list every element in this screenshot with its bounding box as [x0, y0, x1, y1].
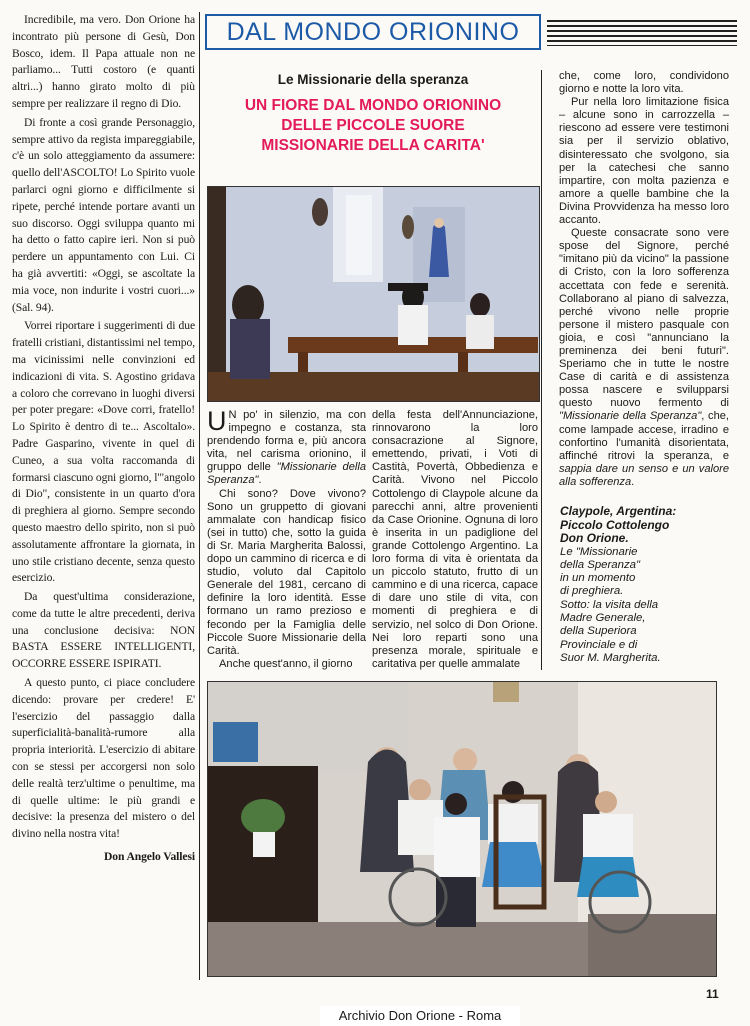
article-column-2 [372, 409, 538, 671]
left-column [12, 12, 195, 868]
left-paragraph: A questo punto, ci piace concludere dicendo: provare per credere! E' l'esercizio del passaggio dalla superficialità-banalità-rumore alla propria interiorità. L'esercizio di abitare con se stessi per accorgersi non solo delle realtà terz'ultime o penultime, ma di quelle ultime: le più grandi e decisive: la presenza del mistero o del divino nella nostra vita! [12, 676, 195, 841]
article-text: Queste consacrate sono vere spose del Signore, perché "imitano più da vicino" la passione di Cristo, con la loro sofferenza accettata con fede e serenità. Collaborano al piano di salvezza, perché vivono nelle proprie persone il mistero pasquale con gioia, e così "annunciano la preminenza dei beni futuri". Speriamo che in tutte le nostre Case di carità e di assistenza possa nascere e svilupparsi questo nuovo fermento di [559, 227, 729, 410]
article-column-3 [559, 70, 729, 489]
article-paragraph: Pur nella loro limitazione fisica – alcune sono in carrozzella – riescono ad essere vere testimoni sia per il servizio oblativo, disinteressato che svolgono, sia per la catechesi che sanno impartire, con molta pazienza e amore a quelle bambine che la Divina Provvidenza ha messo loro accanto. [559, 96, 729, 227]
caption-line: Sotto: la visita della [560, 598, 659, 611]
caption-line: Madre Generale, [560, 611, 646, 624]
photo-caption [560, 505, 735, 665]
caption-line: di preghiera. [560, 585, 624, 598]
page-number: 11 [706, 987, 719, 1001]
caption-title-line: Piccolo Cottolengo [560, 517, 670, 532]
left-paragraph: Di fronte a così grande Personaggio, sempre attivo da regista impareggiabile, c'è un solo atteggiamento da assumere: quello dell'ASCOLTO! Lo Spirito vuole parlarci ogni giorno e difficilmente si ripete, perché intende portare avanti un suo discorso. Oggi sviluppa quanto mi ha detto o fatto capire ieri. Non si può perdere un appuntamento con Lui. Ci ha già avvertiti: «Oggi, se ascoltate la mia voce, non indurite i vostri cuori...» (Sal. 94). [12, 115, 195, 314]
caption-line: Suor M. Margherita. [560, 651, 661, 664]
article-paragraph: Anche quest'anno, il giorno [219, 657, 353, 670]
caption-title-line: Claypole, Argentina: [560, 504, 677, 518]
article-text-italic: sappia dare un senso e un valore alla sofferenza [559, 462, 729, 488]
article-column-1 [207, 406, 366, 671]
article-text: . [258, 474, 262, 487]
headline-line: UN FIORE DAL MONDO ORIONINO [244, 97, 502, 114]
article-text: , che, come lampade accese, irradino e confortino l'umanità disorientata, affinché ritrovi la speranza, e [559, 410, 729, 462]
column-divider [199, 12, 200, 980]
caption-line: Provinciale e di [560, 638, 638, 651]
article-headline [208, 96, 538, 156]
article-paragraph: che, come loro, condividono giorno e notte la loro vita. [559, 70, 729, 96]
group-visit-photo [207, 681, 717, 977]
article-text: . [631, 475, 635, 488]
article-text: N po' in silenzio, ma con impegno e costanza, sta prendendo forma e, più ancora vita, nel carisma orionino, il gruppo delle [207, 409, 366, 474]
caption-title-line: Don Orione. [560, 531, 629, 545]
headline-line: MISSIONARIE DELLA CARITA' [261, 137, 485, 154]
caption-line: della Superiora [560, 625, 637, 638]
article-paragraph: della festa dell'Annunciazione, rinnovarono la loro consacrazione al Signore, emettendo, privati, i Voti di Castità, Povertà, Obbedienza e Carità. Vivono nel Piccolo Cottolengo di Claypole alcune da parecchi anni, altre provenienti da Case Orionine. Ognuna di loro è inserita in un padiglione del grande Cottolengo Argentino. La loro forma di vita è orientata da un piccolo statuto, frutto di un cammino e di una ricerca, capace di dare uno stile di vita, con momenti di preghiera e di servizio, nel solco di Don Orione. Nei loro reparti sono una presenza morale, spirituale e caritativa per quelle ammalate [372, 409, 538, 670]
left-paragraph: Incredibile, ma vero. Don Orione ha incontrato più persone di Gesù, Don Bosco, idem. Il Papa attuale non ne parliamo... Tutti costoro (e quanti altri...) hanno girato molto di più sempre per realizzare il regno di Dio. [12, 13, 195, 110]
archive-footer: Archivio Don Orione - Roma [320, 1006, 520, 1026]
chapel-prayer-photo [207, 186, 540, 402]
article-kicker: Le Missionarie della speranza [277, 72, 469, 87]
caption-line: Le "Missionarie [560, 545, 638, 558]
left-paragraph: Vorrei riportare i suggerimenti di due fratelli cristiani, distantissimi nel tempo, ma vicinissimi nelle convinzioni ed indicazioni di vita. S. Agostino gridava a coloro che correvano in luoghi diversi per poter pregare: «Dove corri, fratello! Lo Spirito è dentro di te... Ascoltalo». Padre Gasparino, vivente in quel di Cuneo, a sua volta raccomanda di formarsi ciascuno ogni giorno, l'"angolo di Dio", consistente in un quarto d'ora di preghiera al giorno. Sempre secondo questo maestro dello spirito, non si può assolutamente affrontare la giornata, in uno stile cristiano decente, senza questo esercizio. [12, 319, 195, 585]
drop-cap: U [207, 406, 227, 436]
headline-line: DELLE PICCOLE SUORE [281, 117, 465, 134]
caption-line: in un momento [560, 572, 636, 585]
section-header: DAL MONDO ORIONINO [205, 14, 541, 50]
author-signature: Don Angelo Vallesi [104, 850, 195, 864]
article-text-italic: "Missionarie della Speranza" [207, 461, 366, 487]
column-divider [541, 70, 542, 670]
article-text-italic: "Missionarie della Speranza" [559, 410, 702, 423]
article-paragraph: Chi sono? Dove vivono? Sono un gruppetto di giovani ammalate con handicap fisico (sei in tutto) che, sotto la guida di Sr. Maria Margherita Balossi, dopo un cammino di ricerca e di studio, voluto dal Capitolo Generale del 1981, cercano di definire la loro identità. Esse formano un ramo prezioso e fecondo per la Famiglia delle Piccole Suore Missionarie della Carità. [207, 487, 366, 657]
header-stripes [547, 20, 737, 46]
left-paragraph: Da quest'ultima considerazione, come da tutte le altre precedenti, deriva una conclusione decisiva: NON BASTA ESSERE INTELLIGENTI, OCCORRE ESSERE ISPIRATI. [12, 590, 195, 671]
caption-line: della Speranza" [560, 558, 641, 571]
